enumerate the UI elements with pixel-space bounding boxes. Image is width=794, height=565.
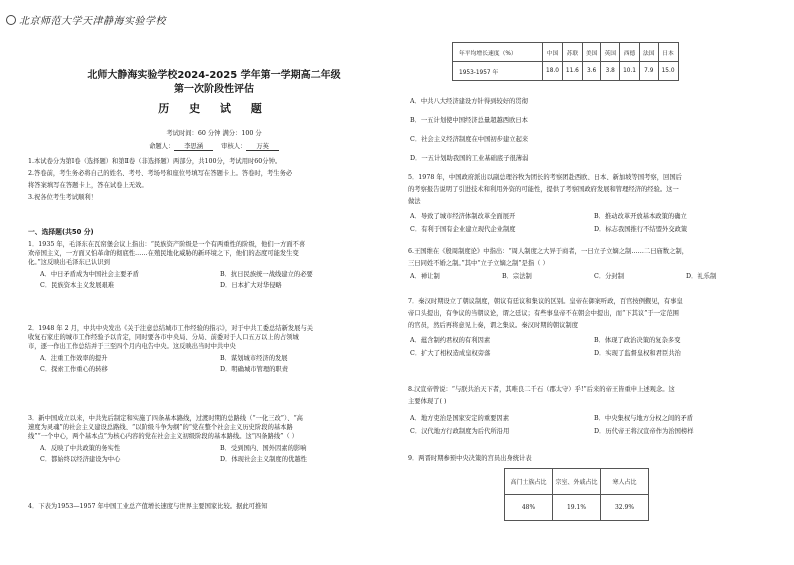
table-row: [505, 495, 649, 521]
option-b: B．抗日民族统一战线建立的必要: [220, 271, 313, 278]
question-1: [28, 240, 400, 291]
option-b: B．推动改革开放基本政策的确立: [594, 213, 687, 220]
option-a: A．中日矛盾成为中国社会主要矛盾: [40, 271, 140, 278]
question-5: [408, 172, 778, 236]
question-4: [28, 502, 400, 511]
question-text: 做法: [408, 198, 421, 205]
question-3: [28, 414, 400, 465]
table-cell: 18.0: [543, 62, 563, 81]
option-d: D．标志我国推行不结盟外交政策: [594, 226, 688, 233]
option-a: A．地方吏治是国家安定的重要因素: [410, 415, 510, 422]
question-text: 7．秦汉时期设立了朝议制度，朝议有廷议和集议的区别。皇帝在御案听政，百官按例觐见，有事皇: [408, 298, 683, 305]
option-a: A．禅让制: [410, 273, 440, 280]
option-d: D．历代帝王将汉宣帝作为治国榜样: [594, 428, 694, 435]
table-cell: 中国: [543, 43, 563, 62]
authors-line: [28, 141, 400, 151]
subject-title: 历 史 试 题: [158, 102, 270, 115]
question-7: [408, 296, 778, 360]
question-text: 的官员，然后再将意见上奏，谓之集议。秦汉时期的朝议制度: [408, 322, 579, 329]
question-6: [408, 246, 778, 284]
option-c: C．有利于国有企业建立现代企业制度: [410, 226, 516, 233]
table-cell: 高门士族占比: [505, 469, 553, 495]
option-b: B．中央集权与地方分权之间的矛盾: [594, 415, 694, 422]
table-cell: 3.6: [582, 62, 601, 81]
option-a: A．注重工作效率的提升: [40, 355, 108, 362]
table-cell: 寒人占比: [601, 469, 649, 495]
option-b: B．宗法制: [502, 273, 532, 280]
option-d: D．实现了监督皇权和君臣共治: [594, 350, 681, 357]
question-8: [408, 384, 778, 438]
option-a: A．反映了中共政策的务实性: [40, 445, 121, 452]
question-text: 主要体现了( ): [408, 398, 447, 405]
author-label: 命题人：: [149, 143, 175, 150]
table-cell: 7.9: [639, 62, 658, 81]
note-line: 1.本试卷分为第Ⅰ卷（选择题）和第Ⅱ卷（非选择题）两部分，共100分，考试用时60分钟。: [28, 158, 282, 165]
table-cell: 西德: [620, 43, 640, 62]
question-text: 3．新中国成立以来，中共先后制定和实施了四条基本路线，过渡时期的总路线（“一化三改”）、“高: [28, 415, 303, 422]
option-b: B．谋划城市经济的发展: [220, 355, 288, 362]
option-a: A．蕴含制约君权的有利因素: [410, 337, 491, 344]
table-cell: 1953-1957 年: [453, 62, 543, 81]
section-heading: 一、选择题(共50 分): [28, 228, 94, 236]
question-text: 5．1978 年，中国政府派出以副总理谷牧为团长的考察团赴西欧、日本、新加坡等国考察，回国后: [408, 174, 682, 181]
question-text: 的考察报告说明了引进技术和利用外资的可能性，提供了考察国政府发展和管理经济的经验。这一: [408, 186, 679, 193]
question-text: 2．1948 年 2 月，中共中央发出《关于注意总结城市工作经验的指示》，对于中共工委总结新发展与关: [28, 325, 314, 332]
question-text: 收复石家庄的城市工作经验予以肯定，同时要各市中央局、分局、前委对于人口五万以上的占领城: [28, 334, 299, 341]
table-cell: 48%: [505, 495, 553, 521]
note-line: 将答案填写在答题卡上，答在试卷上无效。: [28, 182, 148, 189]
school-banner: [6, 12, 166, 27]
reviewer-name: 万英: [246, 141, 279, 151]
option-d: D．一五计划助我国的工业基础底子很薄弱: [410, 155, 529, 162]
question-text: 速度为灵魂”的社会主义建设总路线、“以阶级斗争为纲”的“党在整个社会主义历史阶段的基本路: [28, 424, 293, 431]
table-header-row: [505, 469, 649, 495]
author-name: 李思涵: [174, 141, 213, 151]
question-text: 三曰同姓不婚之制。”其中“立子立嫡之制”是指（ ）: [408, 260, 549, 267]
option-d: D．礼乐制: [686, 273, 717, 280]
question-text: 6.王国维在《殷周制度论》中指出：“周人制度之大异于商者，一曰立子立嫡之制……二曰庙数之制，: [408, 248, 688, 255]
table-cell: 3.8: [601, 62, 620, 81]
table-cell: 美国: [582, 43, 601, 62]
option-a: A．中共八大经济建设方针得到较好的贯彻: [410, 98, 528, 105]
table-cell: 32.9%: [601, 495, 649, 521]
exam-notes: [28, 156, 400, 204]
option-c: C．汉代地方行政制度为后代所沿用: [410, 428, 510, 435]
question-2: [28, 324, 400, 375]
option-c: C．都始终以经济建设为中心: [40, 456, 121, 463]
option-b: B．一五计划使中国经济总量超越西欧日本: [410, 117, 528, 124]
option-d: D．日本扩大对华侵略: [220, 282, 282, 289]
option-c: C．民族资本主义发展艰难: [40, 282, 115, 289]
table-cell: 年平均增长速度（%）: [453, 43, 543, 62]
option-c: C．社会主义经济制度在中国初步建立起来: [410, 136, 529, 143]
exam-title: 北师大静海实验学校2024-2025 学年第一学期高二年级: [87, 70, 341, 81]
question-4-options: [408, 92, 778, 168]
table-row: [453, 62, 679, 81]
question-text: 8.汉宣帝曾说：“与朕共治天下者，其唯良二千石（郡太守）乎!”后来的帝王皆重申上述观念。这: [408, 386, 675, 393]
official-origin-table: [504, 468, 649, 521]
table-cell: 英国: [601, 43, 620, 62]
table-cell: 10.1: [620, 62, 640, 81]
option-c: C．扩大了相权造成皇权旁落: [410, 350, 491, 357]
table-cell: 宗室、外戚占比: [553, 469, 601, 495]
table-header-row: [453, 43, 679, 62]
question-text: 线”“一个中心，两个基本点”为核心内容的党在社会主义初级阶段的基本路线。这“四条路线”（ ）: [28, 433, 298, 440]
question-text: 1．1935 年，毛泽东在瓦窑堡会议上指出：“民族资产阶级是一个有两重性的阶级，他们一方面不喜: [28, 241, 306, 248]
table-cell: 日本: [658, 43, 678, 62]
option-d: D．明确城市管理的职责: [220, 366, 289, 373]
question-text: 市，逐一作出工作总结并于三至四个月内电告中央。这反映出当时中共中央: [28, 343, 236, 350]
table-cell: 19.1%: [553, 495, 601, 521]
question-text: 4．下表为1953—1957 年中国工业总产值增长速度与世界主要国家比较。据此可推知: [28, 503, 268, 510]
exam-subtitle: 第一次阶段性评估: [174, 84, 254, 95]
option-b: B．体现了政治决策的复杂多变: [594, 337, 681, 344]
note-line: 3.祝各位考生考试顺利！: [28, 194, 97, 201]
table-cell: 15.0: [658, 62, 678, 81]
growth-rate-table: [452, 42, 679, 81]
exam-info: 考试时间：60 分钟 满分：100 分: [166, 130, 262, 137]
school-logo-icon: [6, 15, 16, 25]
school-name: 北京师范大学天津静海实验学校: [19, 16, 166, 27]
table-cell: 法国: [639, 43, 658, 62]
option-b: B．受到国内、国外因素的影响: [220, 445, 307, 452]
table-cell: 11.6: [562, 62, 582, 81]
question-text: 9．两晋时期参预中央决策的宫员出身统计表: [408, 455, 532, 462]
table-cell: 苏联: [562, 43, 582, 62]
option-c: C．分封制: [594, 273, 625, 280]
question-text: 帝口头提出，有争议的当朝议论，谓之廷议；有些事皇帝不在朝会中提出，而“下其议”于一定范围: [408, 310, 679, 317]
question-9: [408, 454, 778, 463]
reviewer-label: 审核人：: [221, 143, 247, 150]
option-a: A．导致了城市经济体制改革全面展开: [410, 213, 516, 220]
option-c: C．探索工作重心的转移: [40, 366, 108, 373]
note-line: 2.答卷前，考生务必将自己的姓名、考号、考场号和座位号填写在答题卡上。答卷时，考生务必: [28, 170, 293, 177]
question-text: 欢帝国主义，一方面又怕革命的彻底性……在殖民地化威胁的新环境之下，他们的态度可能发生变: [28, 250, 299, 257]
question-text: 化。”这反映出毛泽东已认识到: [28, 259, 110, 266]
option-d: D．体现社会主义制度的优越性: [220, 456, 307, 463]
